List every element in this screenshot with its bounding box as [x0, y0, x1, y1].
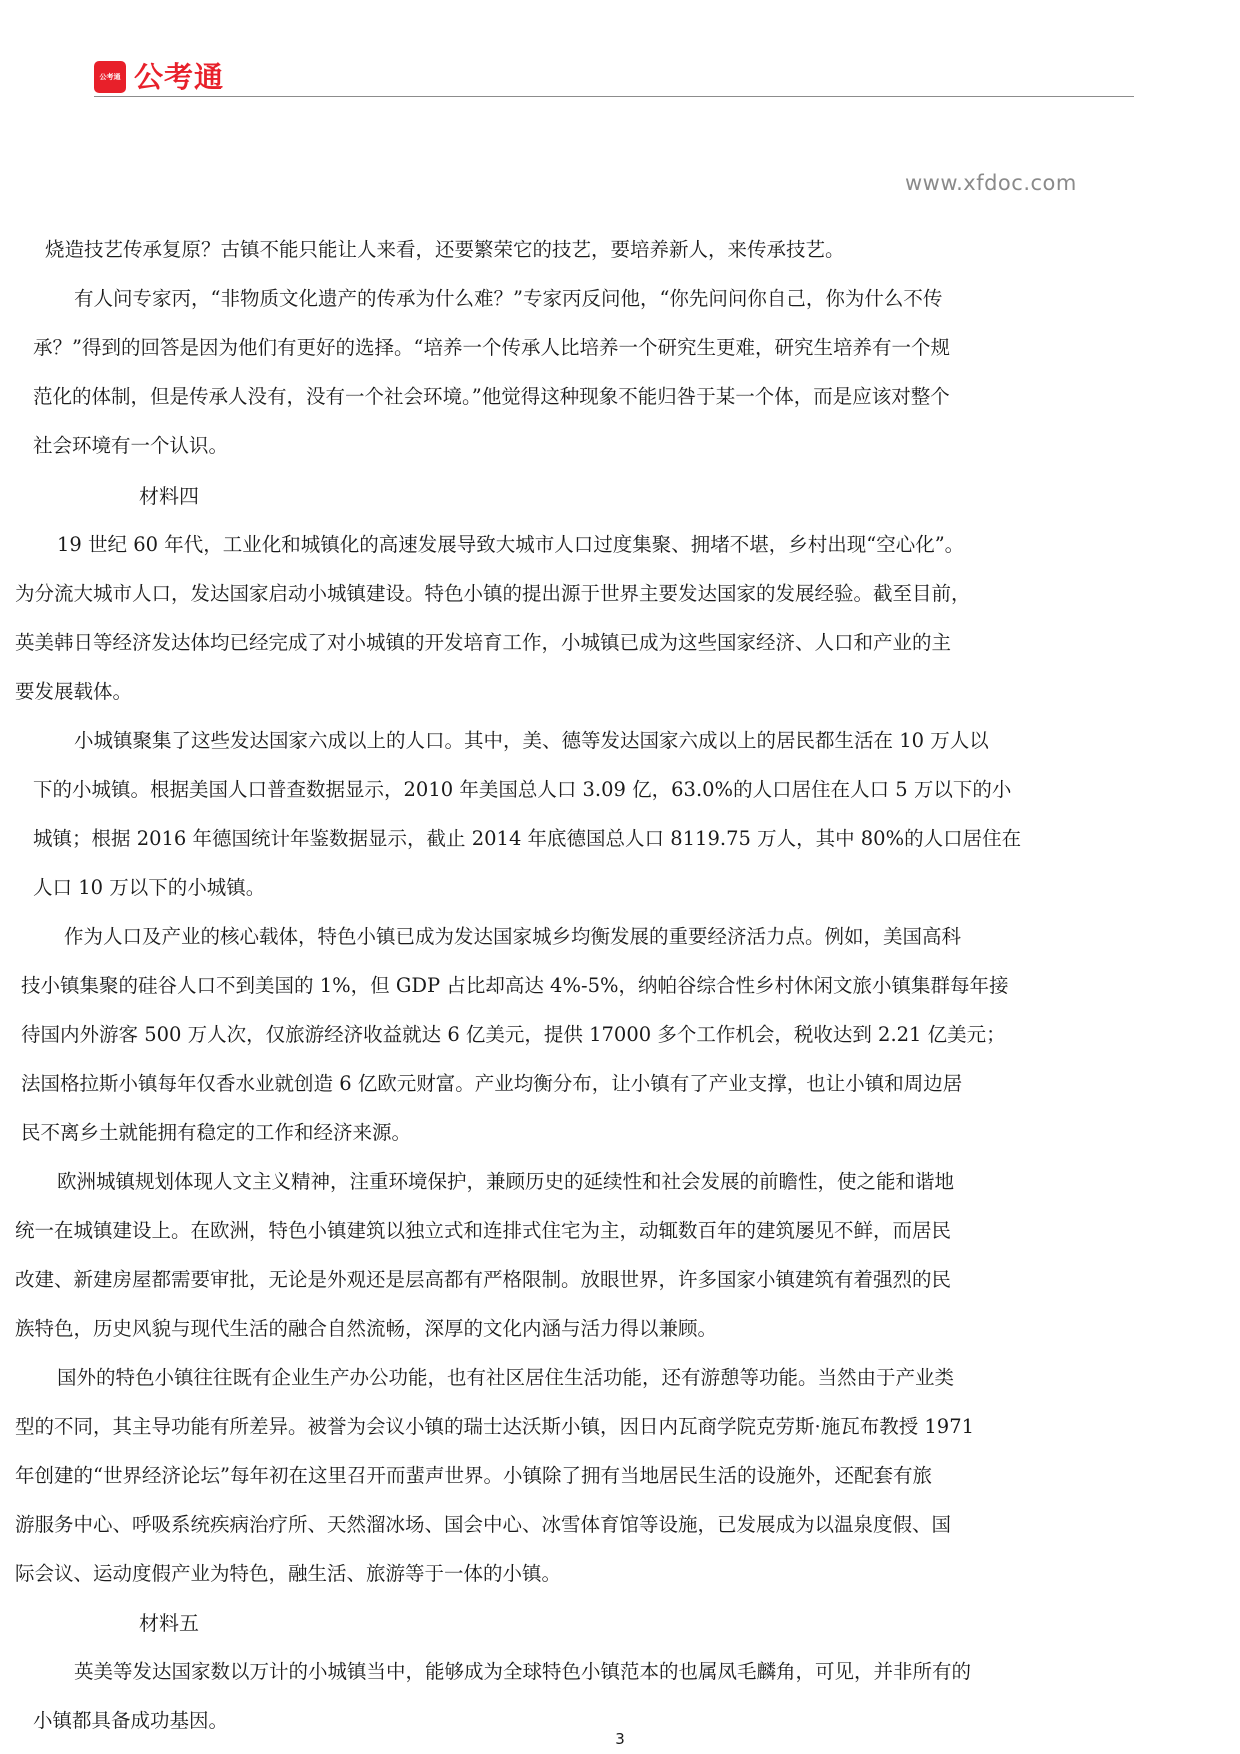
header-divider [94, 96, 1134, 97]
text-line: 年创建的“世界经济论坛”每年初在这里召开而蜚声世界。小镇除了拥有当地居民生活的设施外，还配套有旅 [15, 1464, 932, 1487]
page-header [94, 56, 1134, 100]
text-line: 游服务中心、呼吸系统疾病治疗所、天然溜冰场、国会中心、冰雪体育馆等设施，已发展成为以温泉度假、国 [15, 1513, 952, 1536]
text-line: 下的小城镇。根据美国人口普查数据显示，2010 年美国总人口 3.09 亿，63.0%的人口居住在人口 5 万以下的小 [33, 778, 1012, 801]
text-line: 为分流大城市人口，发达国家启动小城镇建设。特色小镇的提出源于世界主要发达国家的发展经验。截至目前， [15, 582, 971, 605]
text-line: 人口 10 万以下的小城镇。 [33, 876, 266, 899]
text-line: 有人问专家丙，“非物质文化遗产的传承为什么难？”专家丙反问他，“你先问问你自己，你为什么不传 [74, 287, 943, 310]
text-line: 待国内外游客 500 万人次，仅旅游经济收益就达 6 亿美元，提供 17000 多个工作机会，税收达到 2.21 亿美元； [21, 1023, 1006, 1046]
text-line: 民不离乡土就能拥有稳定的工作和经济来源。 [21, 1121, 412, 1144]
text-line: 承？”得到的回答是因为他们有更好的选择。“培养一个传承人比培养一个研究生更难，研究生培养有一个规 [33, 336, 950, 359]
text-line: 国外的特色小镇往往既有企业生产办公功能，也有社区居住生活功能，还有游憩等功能。当然由于产业类 [57, 1366, 955, 1389]
text-line: 统一在城镇建设上。在欧洲，特色小镇建筑以独立式和连排式住宅为主，动辄数百年的建筑屡见不鲜，而居民 [15, 1219, 952, 1242]
text-line: 族特色，历史风貌与现代生活的融合自然流畅，深厚的文化内涵与活力得以兼顾。 [15, 1317, 718, 1340]
text-line: 欧洲城镇规划体现人文主义精神，注重环境保护，兼顾历史的延续性和社会发展的前瞻性，使之能和谐地 [57, 1170, 955, 1193]
text-line: 作为人口及产业的核心载体，特色小镇已成为发达国家城乡均衡发展的重要经济活力点。例如，美国高科 [64, 925, 962, 948]
text-line: 英美韩日等经济发达体均已经完成了对小城镇的开发培育工作，小城镇已成为这些国家经济、人口和产业的主 [15, 631, 952, 654]
logo-badge-text: 公考通 [99, 73, 121, 81]
site-url: www.xfdoc.com [905, 171, 1077, 195]
text-line: 范化的体制，但是传承人没有，没有一个社会环境。”他觉得这种现象不能归咎于某一个体，而是应该对整个 [33, 385, 950, 408]
text-line: 型的不同，其主导功能有所差异。被誉为会议小镇的瑞士达沃斯小镇，因日内瓦商学院克劳斯·施瓦布教授 1971 [15, 1415, 975, 1438]
page-number: 3 [615, 1730, 625, 1748]
text-line: 19 世纪 60 年代，工业化和城镇化的高速发展导致大城市人口过度集聚、拥堵不堪，乡村出现“空心化”。 [57, 533, 965, 556]
text-line: 小城镇聚集了这些发达国家六成以上的人口。其中，美、德等发达国家六成以上的居民都生活在 10 万人以 [74, 729, 989, 752]
section-heading: 材料四 [139, 484, 199, 508]
text-line: 城镇；根据 2016 年德国统计年鉴数据显示，截止 2014 年底德国总人口 8119.75 万人，其中 80%的人口居住在 [33, 827, 1022, 850]
text-line: 小镇都具备成功基因。 [33, 1709, 229, 1732]
brand-name: 公考通 [134, 60, 225, 94]
text-line: 技小镇集聚的硅谷人口不到美国的 1%，但 GDP 占比却高达 4%-5%，纳帕谷综合性乡村休闲文旅小镇集群每年接 [21, 974, 1009, 997]
text-line: 英美等发达国家数以万计的小城镇当中，能够成为全球特色小镇范本的也属凤毛麟角，可见，并非所有的 [74, 1660, 972, 1683]
text-line: 际会议、运动度假产业为特色，融生活、旅游等于一体的小镇。 [15, 1562, 562, 1585]
text-line: 要发展载体。 [15, 680, 133, 703]
text-line: 烧造技艺传承复原？古镇不能只能让人来看，还要繁荣它的技艺，要培养新人，来传承技艺。 [45, 238, 845, 261]
text-line: 社会环境有一个认识。 [33, 434, 229, 457]
text-line: 法国格拉斯小镇每年仅香水业就创造 6 亿欧元财富。产业均衡分布，让小镇有了产业支撑，也让小镇和周边居 [21, 1072, 963, 1095]
section-heading: 材料五 [139, 1611, 199, 1635]
brand-logo-icon [94, 61, 126, 93]
text-line: 改建、新建房屋都需要审批，无论是外观还是层高都有严格限制。放眼世界，许多国家小镇建筑有着强烈的民 [15, 1268, 952, 1291]
